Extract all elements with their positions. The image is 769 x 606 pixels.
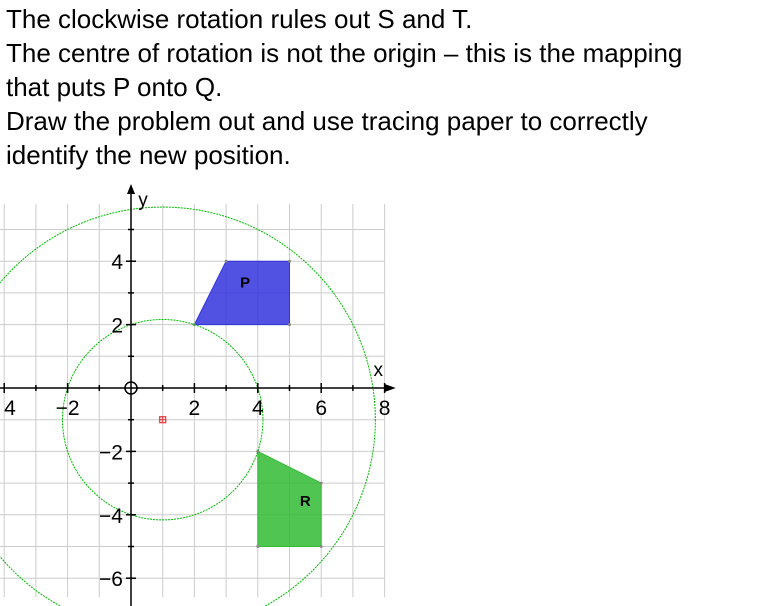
y-tick-label: 2 — [111, 314, 123, 338]
instruction-line-5: identify the new position. — [6, 140, 291, 170]
x-tick-label: 4 — [4, 397, 16, 420]
x-tick-label: 6 — [315, 397, 328, 420]
y-tick-label: −2 — [99, 441, 123, 465]
shape-vertex — [225, 260, 228, 263]
x-axis-arrow — [385, 384, 396, 392]
tick-labels — [4, 190, 390, 591]
shape-label: R — [299, 493, 311, 511]
y-tick-label: 4 — [111, 251, 123, 275]
shape-vertex — [320, 545, 323, 548]
y-axis-label: y — [138, 190, 148, 211]
y-tick-label: −6 — [99, 568, 123, 592]
x-tick-label: −2 — [55, 397, 80, 420]
x-tick-label: 2 — [188, 397, 201, 420]
x-axis-label: x — [373, 360, 384, 381]
instruction-line-1: The clockwise rotation rules out S and T. — [6, 4, 473, 34]
coordinate-graph — [0, 180, 769, 606]
shape-vertex — [256, 545, 259, 548]
x-tick-label: 4 — [251, 397, 264, 420]
instruction-line-2: The centre of rotation is not the origin – this is the mapping — [6, 38, 683, 68]
shape-label: P — [240, 274, 251, 292]
instruction-line-3: that puts P onto Q. — [6, 72, 223, 102]
shape-vertex — [288, 323, 291, 326]
instruction-line-4: Draw the problem out and use tracing paper to correctly — [6, 106, 648, 136]
instruction-text — [6, 2, 766, 172]
x-tick-label: 8 — [378, 397, 391, 420]
y-axis-arrow — [127, 184, 135, 194]
shape-vertex — [320, 482, 323, 485]
axes — [0, 184, 396, 606]
y-tick-label: −4 — [99, 504, 123, 528]
shape-vertex — [288, 260, 291, 263]
